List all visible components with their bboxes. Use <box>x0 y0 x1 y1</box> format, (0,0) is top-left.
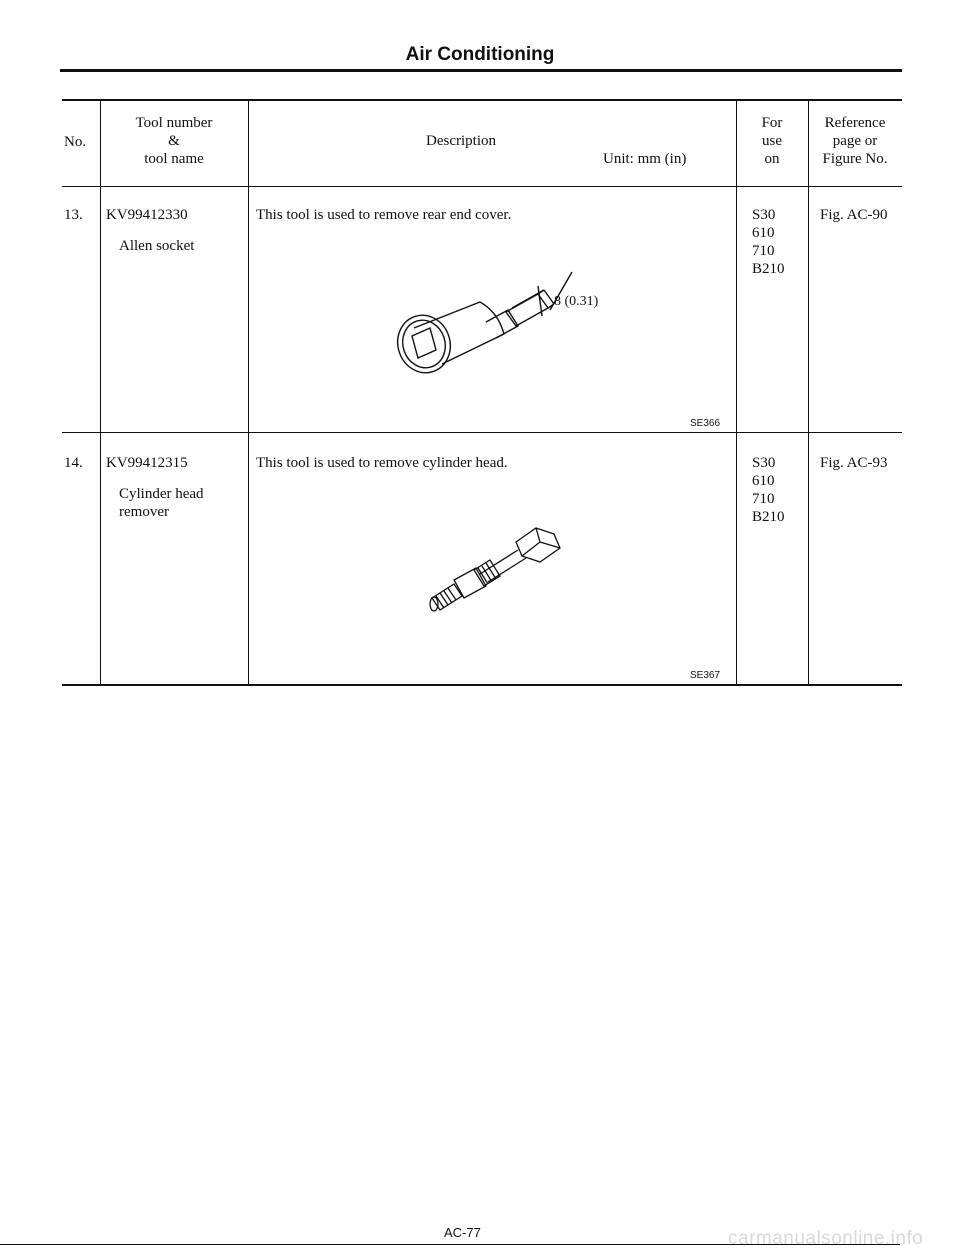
col-rule-3 <box>736 100 737 685</box>
row-14-reference: Fig. AC-93 <box>820 455 888 471</box>
cylinder-head-remover-illustration <box>424 520 574 616</box>
col-rule-2 <box>248 100 249 685</box>
row-13-model-4: B210 <box>752 261 785 277</box>
row-14-model-2: 610 <box>752 473 775 489</box>
row-13-tool-number: KV99412330 <box>106 207 188 223</box>
row-13-no: 13. <box>64 207 83 223</box>
row-14-tool-name <box>119 485 204 521</box>
row-14-tool-name-line2: remover <box>119 504 169 520</box>
row-14-figure-code: SE367 <box>690 670 721 681</box>
row-14-models <box>752 454 785 526</box>
header-for-use <box>736 114 808 168</box>
header-ref-line1: Reference <box>824 115 886 131</box>
row-14-model-4: B210 <box>752 509 785 525</box>
row-13-tool-name: Allen socket <box>119 238 195 254</box>
row-14-model-3: 710 <box>752 491 775 507</box>
header-unit: Unit: mm (in) <box>603 151 687 167</box>
row-13-model-2: 610 <box>752 225 775 241</box>
header-ref-line3: Figure No. <box>822 151 888 167</box>
row-13-models <box>752 206 785 278</box>
page-number: AC-77 <box>444 1225 481 1240</box>
header-tool-line2: & <box>168 133 180 149</box>
header-tool-line1: Tool number <box>135 115 213 131</box>
header-tool-line3: tool name <box>144 151 204 167</box>
row-divider-rule <box>62 432 902 433</box>
header-tool <box>100 114 248 168</box>
row-14-description: This tool is used to remove cylinder head. <box>256 455 508 471</box>
table-top-rule <box>62 99 902 101</box>
col-rule-4 <box>808 100 809 685</box>
allen-socket-illustration <box>388 270 588 388</box>
row-13-dimension: 8 (0.31) <box>554 294 599 309</box>
row-14-model-1: S30 <box>752 455 776 471</box>
row-13-description: This tool is used to remove rear end cover. <box>256 207 512 223</box>
header-ref-line2: page or <box>832 133 878 149</box>
header-no: No. <box>64 134 87 150</box>
row-13-model-3: 710 <box>752 243 775 259</box>
header-rule <box>60 69 902 72</box>
page-title: Air Conditioning <box>405 44 555 65</box>
row-14-tool-name-line1: Cylinder head <box>119 486 204 502</box>
header-for-line3: on <box>764 151 780 167</box>
header-for-line2: use <box>762 133 782 149</box>
header-description: Description <box>426 133 496 149</box>
header-reference <box>808 114 902 168</box>
row-14-no: 14. <box>64 455 83 471</box>
row-13-reference: Fig. AC-90 <box>820 207 888 223</box>
row-13-model-1: S30 <box>752 207 776 223</box>
watermark: carmanualsonline.info <box>728 1228 924 1249</box>
table-header-rule <box>62 186 902 187</box>
header-for-line1: For <box>761 115 783 131</box>
table-bottom-rule <box>62 684 902 686</box>
row-13-figure-code: SE366 <box>690 418 721 429</box>
col-rule-1 <box>100 100 101 685</box>
row-14-tool-number: KV99412315 <box>106 455 188 471</box>
